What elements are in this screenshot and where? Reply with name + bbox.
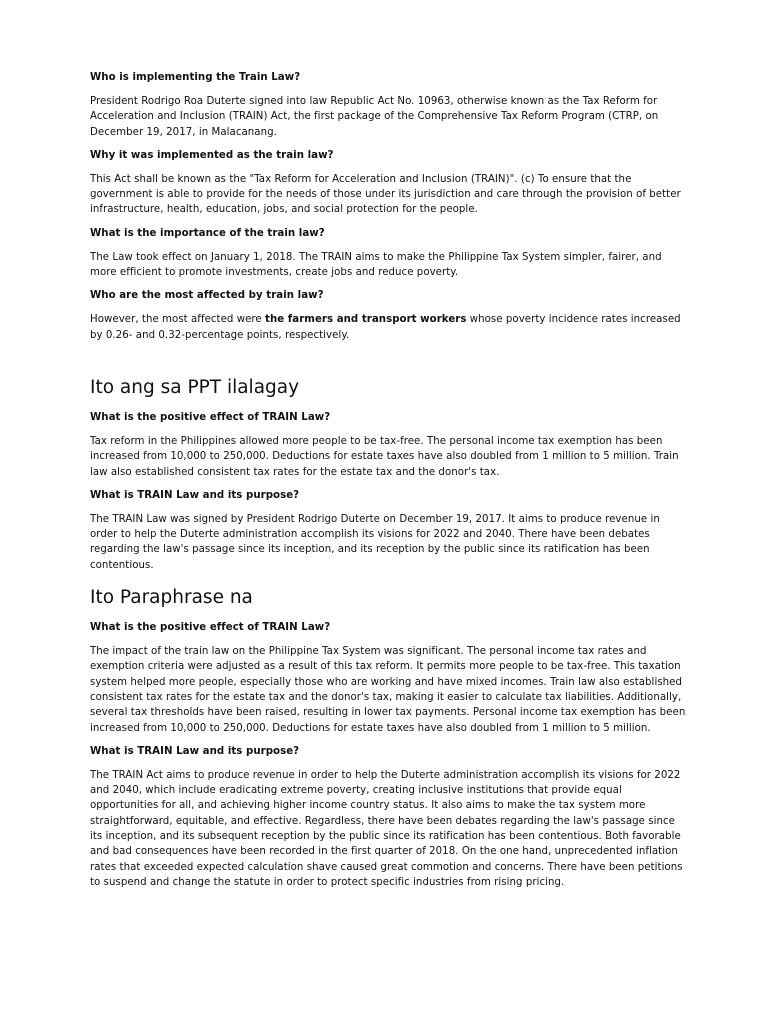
question-who-implementing: Who is implementing the Train Law? bbox=[90, 72, 301, 83]
paraphrase-answer-positive-effect: The impact of the train law on the Philippine Tax System was significant. The personal income tax rates and exemption criteria were adjusted as a result of this tax reform. It permits more people to be tax-free. This taxation system helped more people, especially those who are working and have mixed incomes. Train law also established consistent tax rates for the estate tax and the donor's tax, making it easier to calculate tax liabilities. Additionally, several tax thresholds have been raised, resulting in lower tax payments. Personal income tax exemption has been increased from 10,000 to 250,000. Deductions for estate taxes have also doubled from 1 million to 5 million. bbox=[90, 646, 686, 734]
question-most-affected: Who are the most affected by train law? bbox=[90, 290, 324, 302]
answer-why-implemented: This Act shall be known as the "Tax Reform for Acceleration and Inclusion (TRAIN)". (c) To ensure that the government is able to provide for the needs of those under its jurisdiction and care through the provision of better infrastructure, health, education, jobs, and social protection for the people. bbox=[90, 173, 681, 216]
answer-most-affected bbox=[90, 312, 688, 343]
ppt-answer-purpose: The TRAIN Law was signed by President Rodrigo Duterte on December 19, 2017. It aims to produce revenue in order to help the Duterte administration accomplish its visions for 2022 and 2040. There have been debates regarding the law's passage since its inception, and its reception by the public since its ratification has been contentious. bbox=[90, 513, 660, 571]
answer-most-affected-bold: the farmers and transport workers bbox=[265, 314, 467, 326]
question-importance: What is the importance of the train law? bbox=[90, 227, 325, 239]
answer-importance: The Law took effect on January 1, 2018. The TRAIN aims to make the Philippine Tax System simpler, fairer, and more efficient to promote investments, create jobs and reduce poverty. bbox=[90, 251, 662, 279]
ppt-answer-positive-effect: Tax reform in the Philippines allowed more people to be tax-free. The personal income tax exemption has been increased from 10,000 to 250,000. Deductions for estate taxes have also doubled from 1 million to 5 million. Train law also established consistent tax rates for the estate tax and the donor's tax. bbox=[90, 435, 679, 478]
question-why-implemented: Why it was implemented as the train law? bbox=[90, 149, 334, 161]
answer-who-implementing: President Rodrigo Roa Duterte signed into law Republic Act No. 10963, otherwise known as the Tax Reform for Acceleration and Inclusion (TRAIN) Act, the first package of the Comprehensive Tax Reform Program (CTRP, on December 19, 2017, in Malacanang. bbox=[90, 96, 659, 138]
paraphrase-answer-purpose: The TRAIN Act aims to produce revenue in order to help the Duterte administration accomplish its visions for 2022 and 2040, which include eradicating extreme poverty, creating inclusive institutions that provide equal opportunities for all, and achieving higher income country status. It also aims to make the tax system more straightforward, equitable, and effective. Regardless, there have been debates regarding the law's passage since its inception, and its subsequent reception by the public since its ratification has been contentious. Both favorable and bad consequences have been recorded in the first quarter of 2018. On the one hand, unprecedented inflation rates that exceeded expected calculation shave caused great commotion and concerns. There have been petitions to suspend and change the statute in order to protect specific industries from rising pricing. bbox=[90, 769, 683, 888]
heading-ppt: Ito ang sa PPT ilalagay bbox=[90, 376, 300, 398]
answer-most-affected-post: whose poverty incidence rates increased by 0.26- and 0.32-percentage points, respectively. bbox=[90, 314, 681, 341]
paraphrase-question-positive-effect: What is the positive effect of TRAIN Law? bbox=[90, 622, 331, 634]
ppt-question-positive-effect: What is the positive effect of TRAIN Law? bbox=[90, 411, 331, 423]
ppt-question-purpose: What is TRAIN Law and its purpose? bbox=[90, 489, 300, 501]
answer-most-affected-pre: However, the most affected were bbox=[90, 314, 266, 326]
paraphrase-question-purpose: What is TRAIN Law and its purpose? bbox=[90, 745, 300, 757]
heading-paraphrase: Ito Paraphrase na bbox=[90, 587, 253, 609]
